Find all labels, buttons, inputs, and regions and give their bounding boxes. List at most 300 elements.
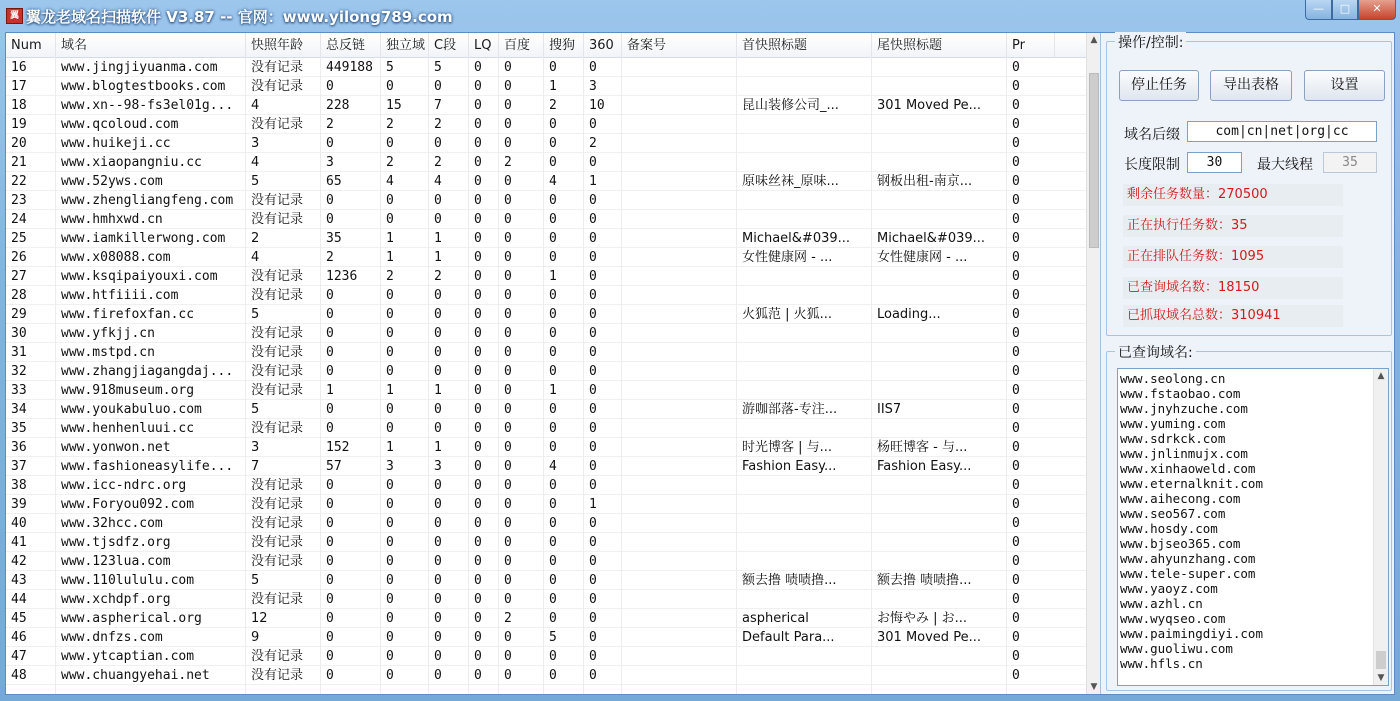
cell-first-title: Default Para... xyxy=(742,630,835,645)
cell-ref-domains: 4 xyxy=(386,174,394,189)
cell-snapshot-age: 没有记录 xyxy=(251,269,304,284)
cell-c-class: 0 xyxy=(434,478,442,493)
cell-num: 30 xyxy=(11,326,27,341)
cell-snapshot-age: 没有记录 xyxy=(251,535,304,550)
cell-first-title xyxy=(737,362,872,381)
cell-backlinks: 0 xyxy=(326,611,334,626)
table-row[interactable] xyxy=(6,286,1086,305)
cell-baidu: 0 xyxy=(504,592,512,607)
cell-icp xyxy=(622,495,737,514)
cell-backlinks: 0 xyxy=(326,136,334,151)
cell-sogou: 0 xyxy=(549,250,557,265)
cell-pr: 0 xyxy=(1012,231,1020,246)
cell-pr: 0 xyxy=(1012,136,1020,151)
cell-first-title xyxy=(737,343,872,362)
cell-c-class: 2 xyxy=(434,117,442,132)
cell-last-title xyxy=(872,210,1007,229)
cell-baidu: 0 xyxy=(504,497,512,512)
cell-lq: 0 xyxy=(474,345,482,360)
cell-first-title xyxy=(737,533,872,552)
cell-last-title: Michael&#039... xyxy=(877,231,986,246)
cell-num: 46 xyxy=(11,630,27,645)
cell-360: 0 xyxy=(589,269,597,284)
table-row[interactable] xyxy=(6,533,1086,552)
table-row[interactable] xyxy=(6,115,1086,134)
cell-360: 0 xyxy=(589,440,597,455)
cell-num: 26 xyxy=(11,250,27,265)
header-col-icp[interactable]: 备案号 xyxy=(622,33,737,58)
cell-last-title xyxy=(872,343,1007,362)
cell-backlinks: 0 xyxy=(326,288,334,303)
settings-button[interactable]: 设置 xyxy=(1304,70,1385,101)
table-row[interactable] xyxy=(6,571,1086,590)
table-row[interactable] xyxy=(6,153,1086,172)
cell-backlinks: 2 xyxy=(326,117,334,132)
cell-last-title xyxy=(872,324,1007,343)
cell-baidu: 0 xyxy=(504,212,512,227)
suffix-input[interactable]: com|cn|net|org|cc xyxy=(1187,121,1377,142)
app-logo-icon: 翼 xyxy=(6,8,23,24)
cell-backlinks: 0 xyxy=(326,421,334,436)
header-col-baidu[interactable]: 百度 xyxy=(499,33,544,58)
cell-num: 29 xyxy=(11,307,27,322)
cell-360: 0 xyxy=(589,649,597,664)
table-row[interactable] xyxy=(6,58,1086,77)
cell-sogou: 0 xyxy=(549,193,557,208)
cell-backlinks: 0 xyxy=(326,326,334,341)
cell-first-title xyxy=(737,666,872,685)
cell-lq: 0 xyxy=(474,307,482,322)
cell-pr: 0 xyxy=(1012,402,1020,417)
cell-snapshot-age: 4 xyxy=(251,250,260,265)
cell-pr: 0 xyxy=(1012,649,1020,664)
table-row[interactable] xyxy=(6,647,1086,666)
cell-icp xyxy=(622,343,737,362)
queried-domain-item[interactable]: www.hosdy.com xyxy=(1120,521,1218,536)
cell-last-title: Loading... xyxy=(877,307,941,322)
cell-icp xyxy=(622,96,737,115)
cell-domain: www.henhenluui.cc xyxy=(61,421,195,436)
table-row[interactable] xyxy=(6,305,1086,324)
cell-pr: 0 xyxy=(1012,516,1020,531)
cell-c-class: 0 xyxy=(434,193,442,208)
cell-last-title: 额去撸 啧啧撸... xyxy=(877,573,972,588)
cell-lq: 0 xyxy=(474,98,482,113)
cell-domain: www.hmhxwd.cn xyxy=(61,212,163,227)
cell-ref-domains: 0 xyxy=(386,307,394,322)
cell-domain: www.htfiiii.com xyxy=(61,288,179,303)
table-row[interactable] xyxy=(6,324,1086,343)
cell-baidu: 0 xyxy=(504,79,512,94)
table-row[interactable] xyxy=(6,495,1086,514)
cell-last-title: 301 Moved Pe... xyxy=(877,98,981,113)
cell-sogou: 0 xyxy=(549,478,557,493)
cell-baidu: 0 xyxy=(504,440,512,455)
cell-sogou: 0 xyxy=(549,668,557,683)
cell-c-class: 0 xyxy=(434,364,442,379)
cell-sogou: 0 xyxy=(549,592,557,607)
cell-first-title: 额去撸 啧啧撸... xyxy=(742,573,837,588)
cell-last-title xyxy=(872,286,1007,305)
cell-pr: 0 xyxy=(1012,497,1020,512)
cell-lq: 0 xyxy=(474,288,482,303)
cell-snapshot-age: 3 xyxy=(251,136,260,151)
cell-snapshot-age: 12 xyxy=(251,611,268,626)
maximize-button[interactable]: □ xyxy=(1332,0,1358,20)
header-col-snapshot-age[interactable]: 快照年龄 xyxy=(246,33,321,58)
cell-lq: 0 xyxy=(474,136,482,151)
cell-pr: 0 xyxy=(1012,421,1020,436)
header-col-first-title[interactable]: 首快照标题 xyxy=(737,33,872,58)
queried-domain-item[interactable]: www.xinhaoweld.com xyxy=(1120,461,1256,476)
queried-domain-item[interactable]: www.jnyhzuche.com xyxy=(1120,401,1248,416)
cell-lq: 0 xyxy=(474,440,482,455)
cell-baidu: 0 xyxy=(504,649,512,664)
cell-first-title: Fashion Easy... xyxy=(742,459,837,474)
cell-first-title xyxy=(737,495,872,514)
cell-c-class: 0 xyxy=(434,573,442,588)
cell-c-class: 4 xyxy=(434,174,442,189)
cell-icp xyxy=(622,286,737,305)
table-body xyxy=(6,58,1086,685)
cell-snapshot-age: 没有记录 xyxy=(251,592,304,607)
cell-pr: 0 xyxy=(1012,288,1020,303)
cell-first-title: 昆山装修公司_... xyxy=(742,98,839,113)
header-col-ref-domains[interactable]: 独立域 xyxy=(381,33,429,58)
cell-first-title xyxy=(737,115,872,134)
cell-snapshot-age: 没有记录 xyxy=(251,649,304,664)
title-bar[interactable] xyxy=(0,0,1400,32)
cell-last-title xyxy=(872,134,1007,153)
header-col-domain[interactable]: 域名 xyxy=(56,33,246,58)
cell-c-class: 2 xyxy=(434,269,442,284)
cell-c-class: 0 xyxy=(434,307,442,322)
cell-domain: www.ytcaptian.com xyxy=(61,649,195,664)
cell-icp xyxy=(622,115,737,134)
queried-domain-item[interactable]: www.seo567.com xyxy=(1120,506,1226,521)
length-limit-input[interactable]: 30 xyxy=(1187,152,1242,173)
cell-last-title: IIS7 xyxy=(877,402,902,417)
cell-ref-domains: 0 xyxy=(386,630,394,645)
cell-c-class: 0 xyxy=(434,611,442,626)
cell-baidu: 0 xyxy=(504,630,512,645)
export-table-button[interactable]: 导出表格 xyxy=(1210,70,1292,101)
header-col-c-class[interactable]: C段 xyxy=(429,33,469,58)
table-row[interactable] xyxy=(6,191,1086,210)
cell-360: 0 xyxy=(589,630,597,645)
cell-c-class: 0 xyxy=(434,345,442,360)
cell-c-class: 1 xyxy=(434,250,442,265)
table-row[interactable] xyxy=(6,77,1086,96)
cell-sogou: 0 xyxy=(549,307,557,322)
queried-domain-item[interactable]: www.seolong.cn xyxy=(1120,371,1226,386)
cell-360: 0 xyxy=(589,516,597,531)
table-row[interactable] xyxy=(6,267,1086,286)
cell-360: 1 xyxy=(589,174,597,189)
cell-sogou: 0 xyxy=(549,440,557,455)
cell-sogou: 5 xyxy=(549,630,557,645)
cell-c-class: 1 xyxy=(434,383,442,398)
queried-scroll-up-arrow-icon[interactable]: ▲ xyxy=(1377,371,1385,381)
cell-backlinks: 0 xyxy=(326,79,334,94)
cell-domain: www.yfkjj.cn xyxy=(61,326,155,341)
cell-num: 21 xyxy=(11,155,27,170)
cell-num: 43 xyxy=(11,573,27,588)
cell-last-title: 女性健康网 - ... xyxy=(877,250,968,265)
cell-pr: 0 xyxy=(1012,611,1020,626)
column-divider xyxy=(320,58,321,694)
cell-ref-domains: 0 xyxy=(386,79,394,94)
column-divider xyxy=(543,58,544,694)
queried-domains-items xyxy=(1120,371,1370,671)
cell-sogou: 4 xyxy=(549,459,557,474)
cell-360: 0 xyxy=(589,402,597,417)
column-divider xyxy=(245,58,246,694)
queried-domain-item[interactable]: www.sdrkck.com xyxy=(1120,431,1226,446)
cell-last-title xyxy=(872,647,1007,666)
header-col-last-title[interactable]: 尾快照标题 xyxy=(872,33,1007,58)
cell-ref-domains: 0 xyxy=(386,421,394,436)
cell-ref-domains: 0 xyxy=(386,193,394,208)
queried-domain-item[interactable]: www.hfls.cn xyxy=(1120,656,1203,671)
queried-domain-item[interactable]: www.paimingdiyi.com xyxy=(1120,626,1263,641)
max-threads-label: 最大线程 xyxy=(1257,157,1313,173)
cell-num: 32 xyxy=(11,364,27,379)
cell-lq: 0 xyxy=(474,497,482,512)
cell-snapshot-age: 没有记录 xyxy=(251,212,304,227)
cell-baidu: 0 xyxy=(504,573,512,588)
cell-baidu: 0 xyxy=(504,364,512,379)
cell-lq: 0 xyxy=(474,326,482,341)
header-col-backlinks[interactable]: 总反链 xyxy=(321,33,381,58)
cell-snapshot-age: 没有记录 xyxy=(251,193,304,208)
cell-sogou: 0 xyxy=(549,345,557,360)
cell-backlinks: 0 xyxy=(326,478,334,493)
cell-pr: 0 xyxy=(1012,383,1020,398)
table-row[interactable] xyxy=(6,210,1086,229)
cell-360: 2 xyxy=(589,136,597,151)
queried-domain-item[interactable]: www.eternalknit.com xyxy=(1120,476,1263,491)
queried-domain-item[interactable]: www.aihecong.com xyxy=(1120,491,1241,506)
cell-icp xyxy=(622,362,737,381)
table-row[interactable] xyxy=(6,476,1086,495)
cell-ref-domains: 0 xyxy=(386,345,394,360)
stop-task-button[interactable]: 停止任务 xyxy=(1119,70,1199,101)
cell-pr: 0 xyxy=(1012,117,1020,132)
table-row[interactable] xyxy=(6,514,1086,533)
cell-num: 39 xyxy=(11,497,27,512)
cell-360: 0 xyxy=(589,459,597,474)
cell-icp xyxy=(622,666,737,685)
table-row[interactable] xyxy=(6,609,1086,628)
cell-baidu: 0 xyxy=(504,231,512,246)
cell-ref-domains: 0 xyxy=(386,554,394,569)
table-row[interactable] xyxy=(6,400,1086,419)
table-row[interactable] xyxy=(6,172,1086,191)
table-row[interactable] xyxy=(6,552,1086,571)
queried-list-scrollbar[interactable] xyxy=(1373,369,1388,685)
queried-scroll-down-arrow-icon[interactable]: ▼ xyxy=(1377,673,1385,683)
queried-domain-item[interactable]: www.tele-super.com xyxy=(1120,566,1256,581)
cell-last-title xyxy=(872,115,1007,134)
cell-ref-domains: 0 xyxy=(386,611,394,626)
queried-domain-item[interactable]: www.azhl.cn xyxy=(1120,596,1203,611)
cell-c-class: 0 xyxy=(434,554,442,569)
table-row[interactable] xyxy=(6,362,1086,381)
cell-baidu: 0 xyxy=(504,554,512,569)
cell-snapshot-age: 4 xyxy=(251,98,260,113)
cell-last-title xyxy=(872,514,1007,533)
cell-ref-domains: 0 xyxy=(386,326,394,341)
cell-snapshot-age: 4 xyxy=(251,155,260,170)
fetched-total-stat: 已抓取域名总数：310941 xyxy=(1123,305,1343,327)
cell-lq: 0 xyxy=(474,117,482,132)
cell-snapshot-age: 5 xyxy=(251,307,260,322)
scroll-thumb[interactable] xyxy=(1089,73,1099,248)
table-row[interactable] xyxy=(6,134,1086,153)
cell-lq: 0 xyxy=(474,383,482,398)
cell-first-title: 火狐范 | 火狐... xyxy=(742,307,833,322)
cell-backlinks: 0 xyxy=(326,630,334,645)
cell-lq: 0 xyxy=(474,174,482,189)
table-row[interactable] xyxy=(6,457,1086,476)
cell-domain: www.x08088.com xyxy=(61,250,171,265)
cell-sogou: 0 xyxy=(549,136,557,151)
cell-icp xyxy=(622,58,737,77)
cell-backlinks: 2 xyxy=(326,250,334,265)
cell-360: 0 xyxy=(589,364,597,379)
cell-snapshot-age: 5 xyxy=(251,174,260,189)
cell-domain: www.123lua.com xyxy=(61,554,171,569)
cell-c-class: 0 xyxy=(434,668,442,683)
cell-ref-domains: 0 xyxy=(386,573,394,588)
cell-sogou: 0 xyxy=(549,535,557,550)
cell-lq: 0 xyxy=(474,516,482,531)
cell-sogou: 0 xyxy=(549,117,557,132)
cell-num: 34 xyxy=(11,402,27,417)
cell-ref-domains: 0 xyxy=(386,288,394,303)
table-row[interactable] xyxy=(6,666,1086,685)
queried-domain-item[interactable]: www.yaoyz.com xyxy=(1120,581,1218,596)
table-row[interactable] xyxy=(6,628,1086,647)
client-area xyxy=(5,32,1395,695)
table-row[interactable] xyxy=(6,419,1086,438)
cell-lq: 0 xyxy=(474,193,482,208)
length-limit-label: 长度限制 xyxy=(1124,157,1180,173)
cell-snapshot-age: 5 xyxy=(251,573,260,588)
cell-domain: www.aspherical.org xyxy=(61,611,202,626)
cell-360: 3 xyxy=(589,79,597,94)
queried-scroll-thumb[interactable] xyxy=(1376,651,1386,669)
cell-c-class: 0 xyxy=(434,212,442,227)
cell-backlinks: 0 xyxy=(326,592,334,607)
cell-last-title: 钢板出租-南京... xyxy=(877,174,973,189)
cell-backlinks: 0 xyxy=(326,345,334,360)
cell-ref-domains: 0 xyxy=(386,535,394,550)
cell-icp xyxy=(622,400,737,419)
cell-c-class: 0 xyxy=(434,421,442,436)
cell-num: 33 xyxy=(11,383,27,398)
cell-lq: 0 xyxy=(474,212,482,227)
cell-pr: 0 xyxy=(1012,478,1020,493)
cell-num: 27 xyxy=(11,269,27,284)
header-col-lq[interactable]: LQ xyxy=(469,33,499,58)
header-col-sogou[interactable]: 搜狗 xyxy=(544,33,584,58)
queried-domain-item[interactable]: www.ahyunzhang.com xyxy=(1120,551,1256,566)
cell-sogou: 0 xyxy=(549,288,557,303)
minimize-button[interactable]: — xyxy=(1305,0,1332,20)
queried-domain-item[interactable]: www.yuming.com xyxy=(1120,416,1226,431)
cell-snapshot-age: 没有记录 xyxy=(251,364,304,379)
cell-domain: www.ksqipaiyouxi.com xyxy=(61,269,218,284)
cell-domain: www.huikeji.cc xyxy=(61,136,171,151)
cell-pr: 0 xyxy=(1012,98,1020,113)
cell-360: 0 xyxy=(589,155,597,170)
table-row[interactable] xyxy=(6,438,1086,457)
table-header xyxy=(6,33,1086,58)
cell-icp xyxy=(622,590,737,609)
queried-domain-item[interactable]: www.jnlinmujx.com xyxy=(1120,446,1248,461)
cell-icp xyxy=(622,419,737,438)
cell-icp xyxy=(622,552,737,571)
cell-baidu: 2 xyxy=(504,155,512,170)
cell-domain: www.32hcc.com xyxy=(61,516,163,531)
cell-num: 40 xyxy=(11,516,27,531)
running-tasks-stat: 正在执行任务数：35 xyxy=(1123,215,1343,237)
cell-snapshot-age: 3 xyxy=(251,440,260,455)
cell-ref-domains: 1 xyxy=(386,250,394,265)
queried-domain-item[interactable]: www.bjseo365.com xyxy=(1120,536,1241,551)
cell-sogou: 0 xyxy=(549,326,557,341)
queried-domains-group xyxy=(1106,345,1392,691)
table-row[interactable] xyxy=(6,229,1086,248)
header-col-360[interactable]: 360 xyxy=(584,33,622,58)
cell-backlinks: 3 xyxy=(326,155,334,170)
table-row[interactable] xyxy=(6,96,1086,115)
cell-baidu: 0 xyxy=(504,668,512,683)
header-col-num[interactable]: Num xyxy=(6,33,56,58)
cell-baidu: 0 xyxy=(504,516,512,531)
queried-domains-list[interactable] xyxy=(1117,368,1389,686)
table-row[interactable] xyxy=(6,381,1086,400)
table-row[interactable] xyxy=(6,248,1086,267)
cell-ref-domains: 2 xyxy=(386,269,394,284)
table-row[interactable] xyxy=(6,590,1086,609)
cell-num: 41 xyxy=(11,535,27,550)
queried-domain-item[interactable]: www.wyqseo.com xyxy=(1120,611,1226,626)
header-col-pr[interactable]: Pr xyxy=(1007,33,1055,58)
cell-icp xyxy=(622,134,737,153)
cell-last-title xyxy=(872,191,1007,210)
column-divider xyxy=(428,58,429,694)
table-vertical-scrollbar[interactable] xyxy=(1086,33,1101,694)
queried-domain-item[interactable]: www.guoliwu.com xyxy=(1120,641,1233,656)
cell-sogou: 0 xyxy=(549,60,557,75)
cell-last-title xyxy=(872,419,1007,438)
close-button[interactable]: ✕ xyxy=(1358,0,1396,20)
table-row[interactable] xyxy=(6,343,1086,362)
cell-num: 31 xyxy=(11,345,27,360)
cell-c-class: 0 xyxy=(434,79,442,94)
window-title: 翼龙老域名扫描软件 V3.87 -- 官网：www.yilong789.com xyxy=(26,8,453,26)
scroll-up-arrow-icon[interactable]: ▲ xyxy=(1090,35,1098,45)
queried-domain-item[interactable]: www.fstaobao.com xyxy=(1120,386,1241,401)
cell-last-title xyxy=(872,666,1007,685)
cell-pr: 0 xyxy=(1012,668,1020,683)
scroll-down-arrow-icon[interactable]: ▼ xyxy=(1090,682,1098,692)
cell-baidu: 0 xyxy=(504,250,512,265)
cell-num: 24 xyxy=(11,212,27,227)
